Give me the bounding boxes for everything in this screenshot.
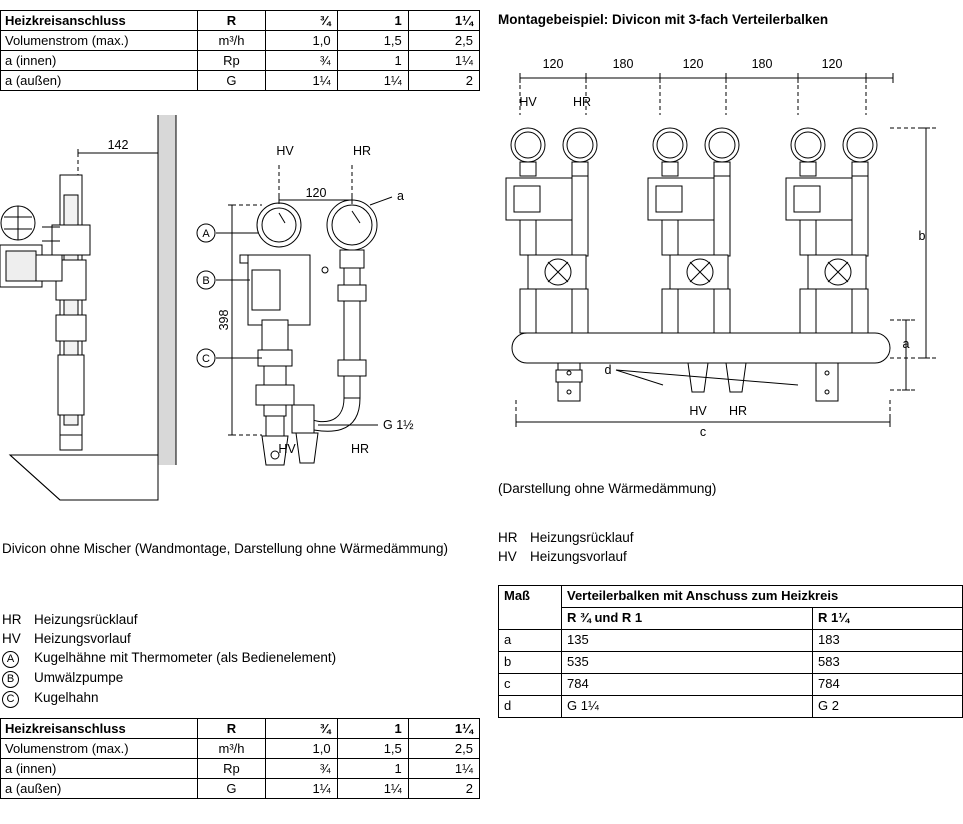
table-row [1,719,480,739]
spec2-r2-c4: 2 [408,779,479,799]
table-row [1,759,480,779]
spec2-r1-c2: ¾ [266,759,337,779]
spec2-r0-c2: 1,0 [266,739,337,759]
dim-top-4: 120 [821,57,843,71]
mass-header-col1: R ¾ und R 1 [562,608,813,630]
legend-text: Heizungsrücklauf [34,612,138,627]
list-item [2,629,472,648]
spec-table-top-wrapper [0,10,480,91]
label-d: d [604,363,612,377]
spec-r2-c1: G [197,71,266,91]
legend-key [2,688,34,708]
legend-text: Heizungsvorlauf [34,631,131,646]
spec-r1-c1: Rp [197,51,266,71]
spec2-r2-c1: G [197,779,266,799]
mass-r1-c0: b [499,652,562,674]
callout-circle-a: A [2,651,19,668]
spec-table-bottom [0,718,480,799]
mass-r2-c0: c [499,674,562,696]
spec2-r1-c0: a (innen) [1,759,198,779]
manifold-label-hv-top: HV [519,95,537,109]
table-row [499,674,963,696]
mass-table [498,585,963,718]
spec-r0-c4: 2,5 [408,31,479,51]
mass-r0-c1: 135 [562,630,813,652]
spec2-r1-c3: 1 [337,759,408,779]
spec-r1-c4: 1¼ [408,51,479,71]
legend-key: HV [2,631,21,646]
legend-text: Heizungsvorlauf [530,549,627,564]
spec2-header-1: R [197,719,266,739]
callout-circle-b: B [2,671,19,688]
manifold-label-hv-bottom: HV [689,404,707,418]
mass-table-wrapper [498,585,963,718]
spec-header-3: 1 [337,11,408,31]
list-item [2,610,472,629]
manifold-drawing [498,40,963,460]
mass-r1-c2: 583 [813,652,963,674]
mass-header-group: Verteilerbalken mit Anschuss zum Heizkreis [562,586,963,608]
legend-key: HR [2,612,22,627]
table-row [499,696,963,718]
spec-header-4: 1¼ [408,11,479,31]
table-row [1,11,480,31]
legend-key [2,648,34,668]
mass-r2-c1: 784 [562,674,813,696]
dim-top-3: 180 [751,57,773,71]
spec-header-1: R [197,11,266,31]
spec-r0-c3: 1,5 [337,31,408,51]
left-caption: Divicon ohne Mischer (Wandmontage, Darstellung ohne Wärmedämmung) [2,541,448,556]
dim-120: 120 [305,186,327,200]
dim-top-0: 120 [542,57,564,71]
table-row [499,586,963,608]
mass-r0-c0: a [499,630,562,652]
label-hr-top: HR [352,144,372,158]
spec2-r2-c2: 1¼ [266,779,337,799]
manifold-label-hr-top: HR [572,95,592,109]
table-row [1,71,480,91]
legend-key: HV [498,549,517,564]
spec-r1-c3: 1 [337,51,408,71]
callout-a: A [202,228,210,240]
spec-r2-c2: 1¼ [266,71,337,91]
mass-r3-c1: G 1¼ [562,696,813,718]
table-row [499,630,963,652]
table-row [499,608,963,630]
right-column [498,0,963,824]
dim-top-1: 180 [612,57,634,71]
legend-text: Umwälzpumpe [34,670,124,685]
divicon-wall-drawing [0,105,480,525]
list-item [498,528,634,547]
spec2-r2-c3: 1¼ [337,779,408,799]
spec-header-0: Heizkreisanschluss [1,11,198,31]
dim-b: b [918,229,926,243]
mass-r1-c1: 535 [562,652,813,674]
list-item [2,648,472,668]
right-legend [498,528,634,566]
spec2-r2-c0: a (außen) [1,779,198,799]
legend-text: Kugelhahn [34,690,99,705]
mass-header-col2: R 1¼ [813,608,963,630]
spec-table-top [0,10,480,91]
callout-b: B [202,275,210,287]
label-g: G 1½ [383,418,414,432]
spec2-r0-c4: 2,5 [408,739,479,759]
callout-c: C [202,353,210,365]
legend-key [2,668,34,688]
spec2-r1-c4: 1¼ [408,759,479,779]
spec-r2-c0: a (außen) [1,71,198,91]
spec-r2-c4: 2 [408,71,479,91]
list-item [2,688,472,708]
left-column [0,0,480,824]
right-note: (Darstellung ohne Wärmedämmung) [498,481,717,496]
table-row [499,652,963,674]
mass-r2-c2: 784 [813,674,963,696]
dim-c: c [699,425,707,439]
manifold-label-hr-bottom: HR [728,404,748,418]
callout-circle-c: C [2,691,19,708]
spec2-header-2: ¾ [266,719,337,739]
label-a: a [397,189,404,203]
table-row [1,51,480,71]
table-row [1,31,480,51]
spec-r0-c1: m³/h [197,31,266,51]
label-hv-bottom: HV [278,442,296,456]
legend-text: Kugelhähne mit Thermometer (als Bedienelement) [34,650,337,665]
dim-top-2: 120 [682,57,704,71]
left-legend [2,610,472,708]
spec2-r0-c1: m³/h [197,739,266,759]
spec-header-2: ¾ [266,11,337,31]
dim-a: a [902,337,910,351]
list-item [2,668,472,688]
legend-key: HR [498,530,518,545]
dim-142: 142 [107,138,129,152]
label-hr-bottom: HR [350,442,370,456]
spec2-header-0: Heizkreisanschluss [1,719,198,739]
label-hv-top: HV [276,144,294,158]
table-row [1,739,480,759]
spec-r2-c3: 1¼ [337,71,408,91]
list-item [498,547,634,566]
spec2-r0-c3: 1,5 [337,739,408,759]
dim-398: 398 [217,309,231,331]
spec-r0-c2: 1,0 [266,31,337,51]
spec2-header-4: 1¼ [408,719,479,739]
mass-r3-c2: G 2 [813,696,963,718]
right-title: Montagebeispiel: Divicon mit 3-fach Verteilerbalken [498,12,829,27]
spec-r0-c0: Volumenstrom (max.) [1,31,198,51]
spec-r1-c2: ¾ [266,51,337,71]
spec-table-bottom-wrapper [0,718,480,799]
spec2-r0-c0: Volumenstrom (max.) [1,739,198,759]
spec-r1-c0: a (innen) [1,51,198,71]
mass-r3-c0: d [499,696,562,718]
table-row [1,779,480,799]
legend-text: Heizungsrücklauf [530,530,634,545]
mass-header-mass: Maß [499,586,562,630]
mass-r0-c2: 183 [813,630,963,652]
spec2-header-3: 1 [337,719,408,739]
spec2-r1-c1: Rp [197,759,266,779]
